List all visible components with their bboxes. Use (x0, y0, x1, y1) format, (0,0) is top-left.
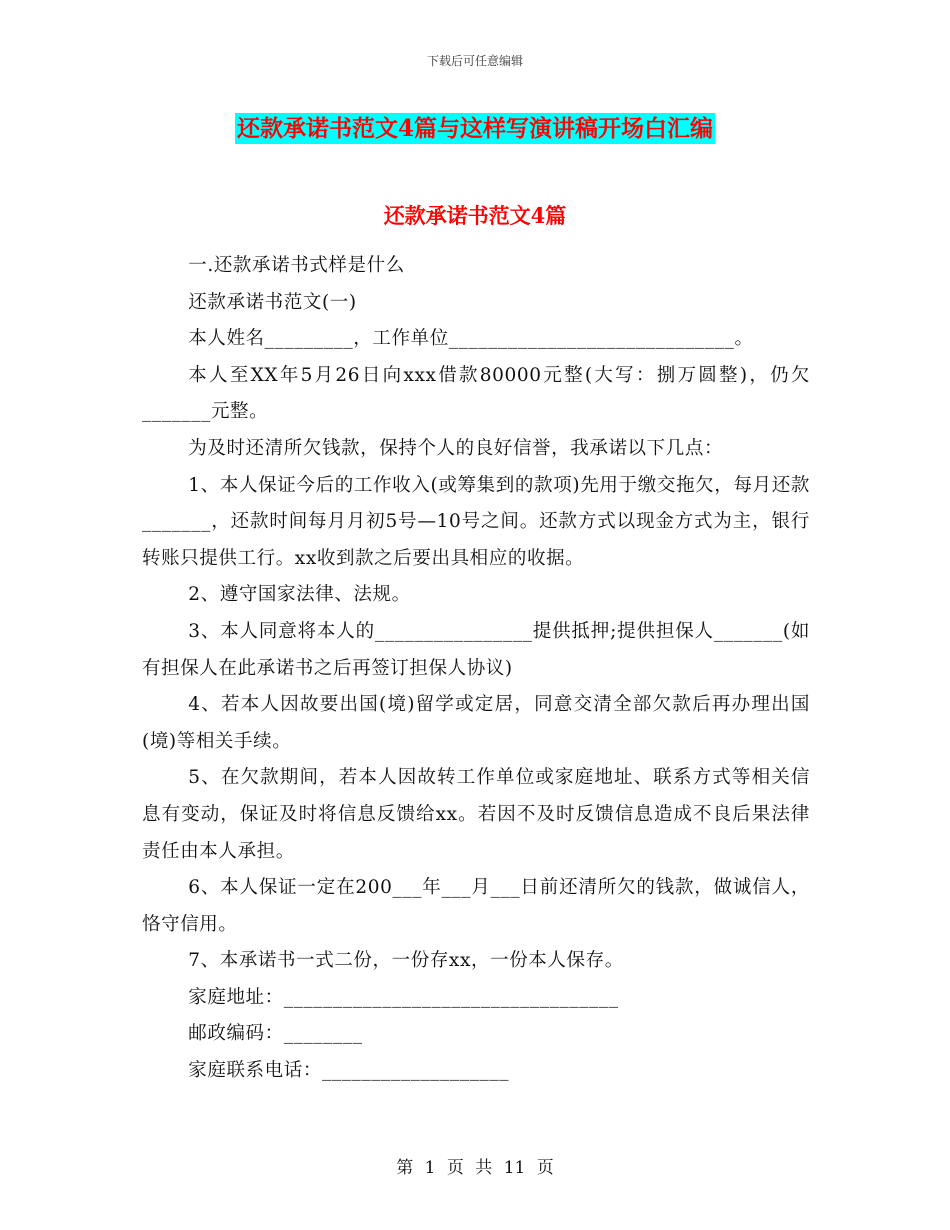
paragraph: 为及时还清所欠钱款，保持个人的良好信誉，我承诺以下几点： (188, 437, 724, 459)
paragraph: 本人至XX年5月26日向xxx借款80000元整(大写：捌万圆整)，仍欠_______元整。 (142, 364, 810, 423)
document-body (142, 248, 810, 1090)
paragraph: 1、本人保证今后的工作收入(或筹集到的款项)先用于缴交拖欠，每月还款_______，还款时间每月月初5号—10号之间。还款方式以现金方式为主，银行转账只提供工行。xx收到款之后要出具相应的收据。 (142, 474, 810, 569)
page-footer: 第 1 页 共 11 页 (396, 1158, 554, 1178)
paragraph: 本人姓名_________，工作单位_____________________________。 (188, 328, 754, 350)
paragraph: 7、本承诺书一式二份，一份存xx，一份本人保存。 (188, 950, 624, 972)
header-note: 下载后可任意编辑 (426, 54, 523, 68)
paragraph: 还款承诺书范文(一) (188, 291, 357, 313)
paragraph: 3、本人同意将本人的________________提供抵押;提供担保人_______(如有担保人在此承诺书之后再签订担保人协议) (142, 620, 810, 679)
paragraph: 一.还款承诺书式样是什么 (188, 255, 405, 276)
section-title: 还款承诺书范文4篇 (383, 203, 567, 228)
paragraph: 邮政编码：________ (188, 1023, 363, 1045)
paragraph: 4、若本人因故要出国(境)留学或定居，同意交清全部欠款后再办理出国(境)等相关手续。 (142, 694, 810, 752)
paragraph: 家庭联系电话：___________________ (188, 1060, 510, 1082)
paragraph: 5、在欠款期间，若本人因故转工作单位或家庭地址、联系方式等相关信息有变动，保证及时将信息反馈给xx。若因不及时反馈信息造成不良后果法律责任由本人承担。 (142, 767, 810, 862)
paragraph: 6、本人保证一定在200___年___月___日前还清所欠的钱款，做诚信人，恪守信用。 (142, 877, 810, 935)
paragraph: 家庭地址：__________________________________ (188, 986, 619, 1008)
main-title (0, 112, 950, 146)
paragraph: 2、遵守国家法律、法规。 (188, 584, 411, 606)
main-title-text: 还款承诺书范文4篇与这样写演讲稿开场白汇编 (236, 115, 713, 142)
